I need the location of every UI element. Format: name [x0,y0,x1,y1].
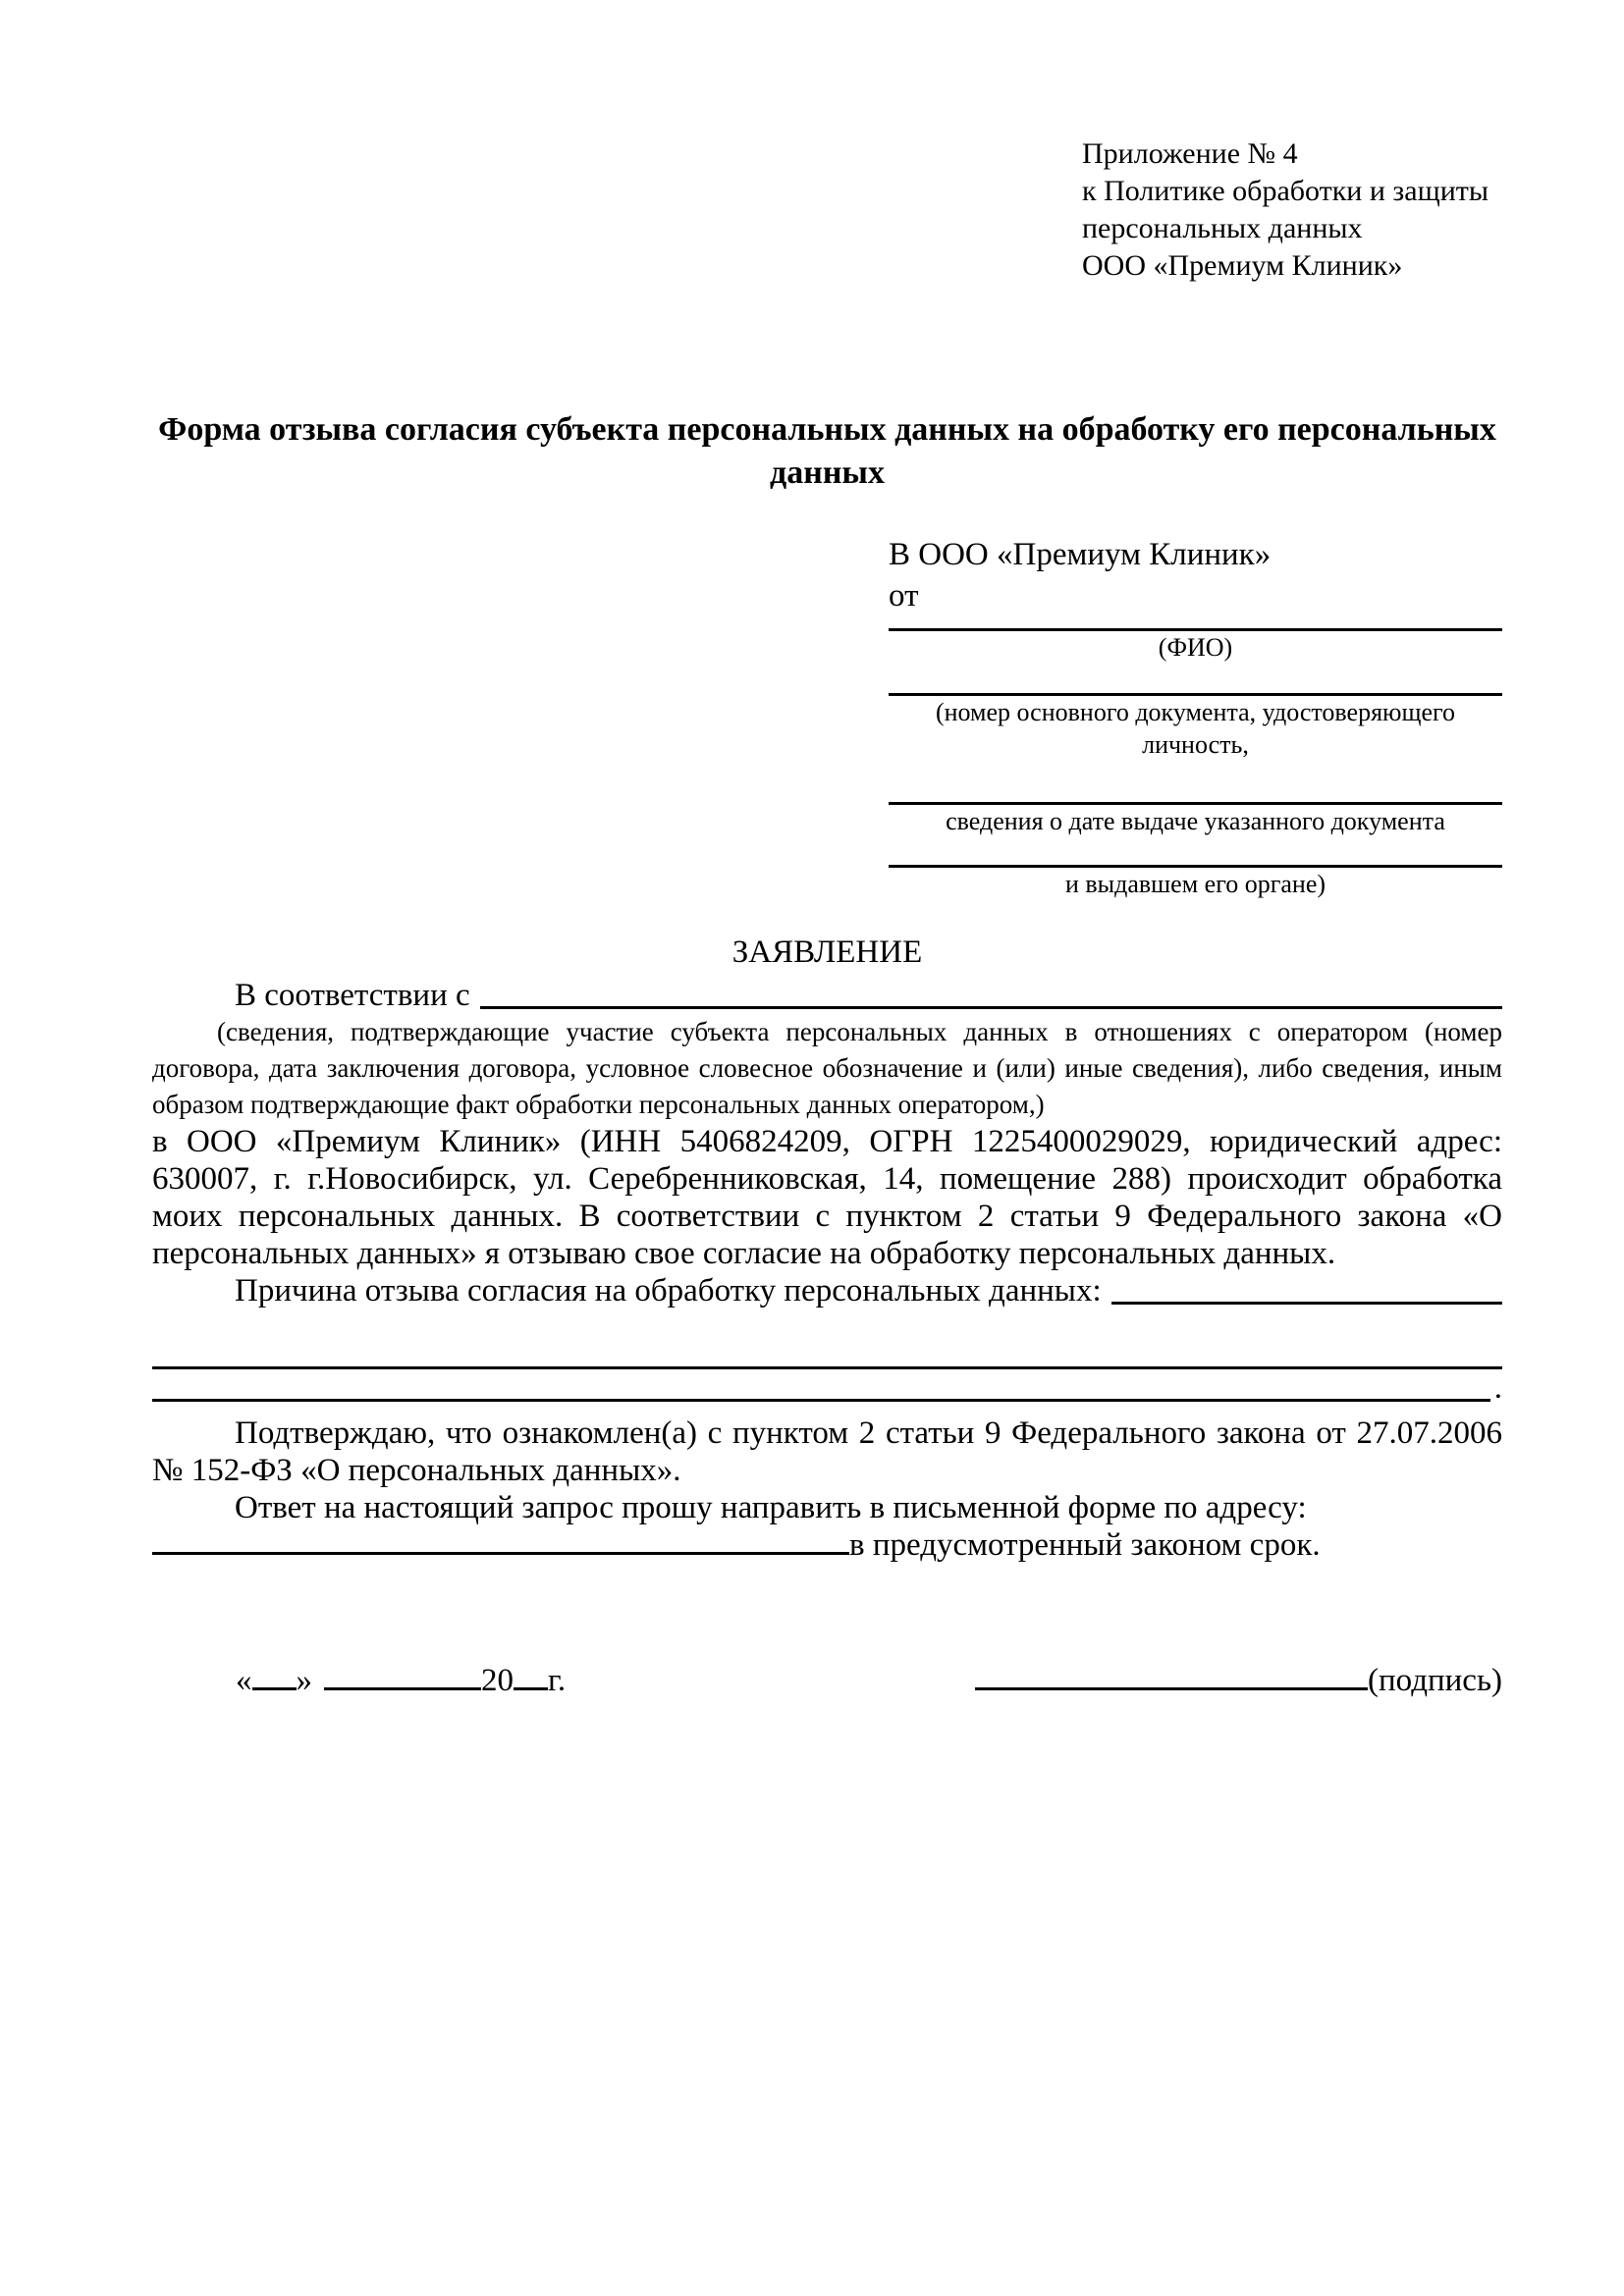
document-number-caption: (номер основного документа, удостоверяющего личность, [935,698,1456,759]
month-field-line[interactable] [324,1685,481,1690]
reply-suffix-text: в предусмотренный законом срок. [849,1527,1321,1563]
reply-address-field-line[interactable] [152,1550,849,1555]
issue-date-caption: сведения о дате выдаче указанного документа [946,807,1445,835]
consent-basis-label: В соответствии с [235,978,470,1013]
fio-field-line[interactable] [889,616,1502,631]
year-digits-field-line[interactable] [514,1685,548,1690]
statement-heading: ЗАЯВЛЕНИЕ [731,934,923,970]
signature-caption: (подпись) [1368,1663,1502,1698]
document-number-field-line[interactable] [889,664,1502,696]
appendix-header-line: Приложение № 4 [1082,137,1298,170]
year-suffix: г. [548,1663,567,1698]
reply-address-paragraph: Ответ на настоящий запрос прошу направить в письменной форме по адресу: [235,1490,1307,1525]
reason-line-terminator: . [1493,1370,1502,1406]
appendix-header [1082,135,1502,285]
consent-basis-field-line[interactable] [480,996,1502,1009]
day-field-line[interactable] [252,1685,297,1690]
year-prefix: 20 [481,1663,514,1698]
reason-extra-line-1[interactable] [152,1309,1502,1369]
appendix-header-line: к Политике обработки и защиты [1082,175,1489,207]
reply-address-row [152,1526,1502,1564]
signoff-row [152,1662,1502,1699]
issue-date-field-line[interactable] [889,761,1502,805]
consent-basis-note: (сведения, подтверждающие участие субъекта персональных данных в отношениях с оператором (номер договора, дата заключения договора, условное словесное обозначение и (или) иные сведения), либо сведения, иным образом подтверждающие факт обработки персональных данных оператором,) [152,1017,1502,1119]
reason-row [152,1272,1502,1309]
appendix-header-line: персональных данных [1082,212,1363,244]
consent-basis-row [152,977,1502,1014]
date-open-quote: « [236,1663,252,1698]
issuing-authority-caption: и выдавшем его органе) [1064,870,1326,898]
confirmation-paragraph: Подтверждаю, что ознакомлен(а) с пунктом 2 статьи 9 Федерального закона от 27.07.2006 № 152-ФЗ «О персональных данных». [152,1415,1502,1488]
reason-extra-line-2[interactable] [152,1369,1490,1402]
signature-field-line[interactable] [975,1685,1368,1690]
reason-field-line[interactable] [1111,1292,1502,1305]
appendix-header-line: ООО «Премиум Клиник» [1082,249,1403,282]
date-close-quote: » [296,1663,312,1698]
date-group [152,1662,566,1699]
addressee-company: В ООО «Премиум Клиник» [889,537,1272,572]
reason-extra-line-2-row [152,1369,1502,1407]
addressee-block [889,534,1502,900]
signature-group [975,1662,1502,1699]
issuing-authority-field-line[interactable] [889,837,1502,868]
document-title: Форма отзыва согласия субъекта персональных данных на обработку его персональных данных [158,411,1496,491]
statement-body: в ООО «Премиум Клиник» (ИНН 5406824209, ОГРН 1225400029029, юридический адрес: 630007, г. г.Новосибирск, ул. Серебренниковская, 14, помещение 288) происходит обработка моих персональных данных. В соответствии с пунктом 2 статьи 9 Федерального закона «О персональных данных» я отзываю свое согласие на обработку персональных данных. [152,1124,1502,1271]
fio-caption: (ФИО) [1158,633,1233,662]
reason-label: Причина отзыва согласия на обработку персональных данных: [235,1273,1102,1308]
addressee-from-label: от [889,578,919,614]
